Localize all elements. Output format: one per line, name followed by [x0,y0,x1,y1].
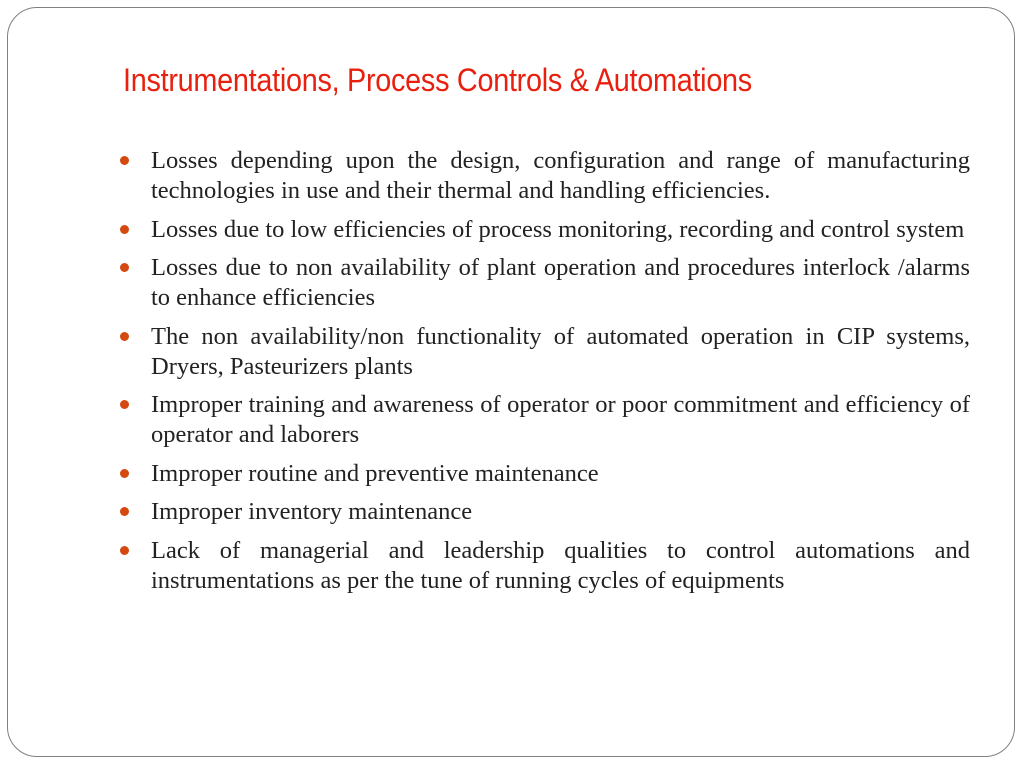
bullet-text: Improper training and awareness of operator or poor commitment and efficiency of operator and laborers [151,391,970,448]
bullet-dot-icon [120,507,129,516]
slide-frame [7,7,1015,757]
bullet-dot-icon [120,225,129,234]
bullet-text: Losses depending upon the design, configuration and range of manufacturing technologies in use and their thermal and handling efficiencies. [151,147,970,204]
bullet-item [120,215,970,245]
bullet-text: Losses due to non availability of plant operation and procedures interlock /alarms to enhance efficiencies [151,254,970,311]
bullet-dot-icon [120,400,129,409]
bullet-item [120,146,970,206]
bullet-dot-icon [120,332,129,341]
bullet-text: The non availability/non functionality of automated operation in CIP systems, Dryers, Pasteurizers plants [151,322,970,380]
bullet-item [120,253,970,313]
bullet-list [120,146,970,604]
bullet-text: Lack of managerial and leadership qualities to control automations and instrumentations as per the tune of running cycles of equipments [151,536,970,594]
bullet-dot-icon [120,263,129,272]
slide-title: Instrumentations, Process Controls & Automations [123,62,752,98]
bullet-dot-icon [120,469,129,478]
bullet-item [120,497,970,527]
bullet-text: Improper inventory maintenance [151,498,473,525]
bullet-dot-icon [120,546,129,555]
bullet-item [120,390,970,450]
bullet-item [120,322,970,382]
bullet-dot-icon [120,156,129,165]
bullet-item [120,459,970,489]
bullet-item [120,536,970,596]
bullet-text: Improper routine and preventive maintenance [151,459,599,487]
bullet-text: Losses due to low efficiencies of process monitoring, recording and control system [151,215,965,243]
